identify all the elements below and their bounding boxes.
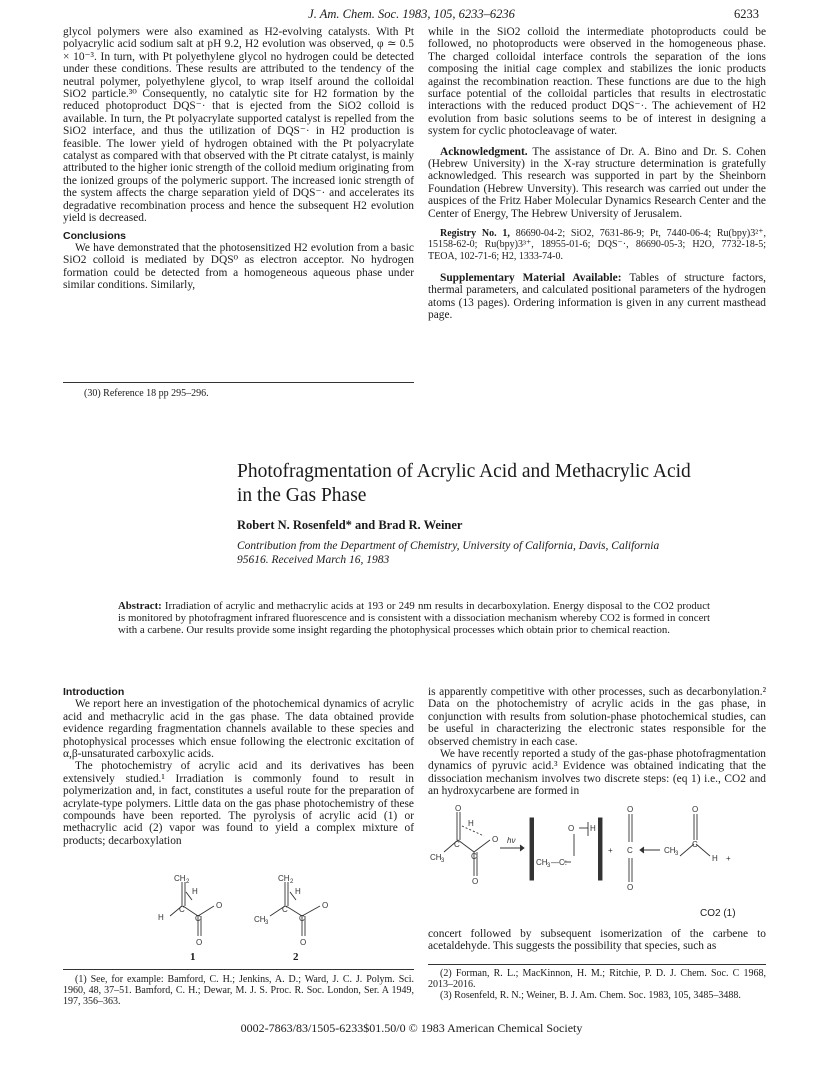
- svg-text:C: C: [282, 905, 288, 914]
- svg-text:H: H: [712, 854, 718, 863]
- svg-text:+: +: [608, 846, 613, 855]
- svg-text:3: 3: [675, 851, 679, 857]
- svg-text:C: C: [299, 914, 305, 923]
- article-affiliation: Contribution from the Department of Chemistry, University of California, Davis, California 95616. Received March 16, 1983: [237, 540, 660, 566]
- svg-text:O: O: [455, 804, 462, 813]
- svg-text:H: H: [192, 887, 198, 896]
- structure-1-label: 1: [190, 951, 196, 962]
- svg-text:O: O: [196, 938, 203, 947]
- svg-text:H: H: [468, 819, 474, 828]
- conclusions-paragraph: We have demonstrated that the photosensitized H2 evolution from a basic SiO2 colloid is mediated by DQS⁰ as electron acceptor. No hydrogen formation could be detected from a homogeneous aqueous phase under similar conditions. Similarly,: [63, 241, 414, 292]
- svg-text:O: O: [472, 877, 479, 886]
- supplementary-material: [428, 272, 766, 322]
- supplementary-label: Supplementary Material Available:: [440, 271, 622, 284]
- footnote-2: (2) Forman, R. L.; MacKinnon, H. M.; Ritchie, P. D. J. Chem. Soc. C 1968, 2013–2016.: [428, 968, 766, 991]
- body-paragraph: concert followed by subsequent isomerization of the carbene to acetaldehyde. This suggests the possibility that species, such as: [428, 928, 766, 953]
- registry-text: 86690-04-2; SiO2, 7631-86-9; Pt, 7440-06-4; Ru(bpy)3²⁺, 15158-62-0; Ru(bpy)3³⁺, 18955-01-6; DQS⁻·, 86690-05-3; H2O, 7732-18-5; TEOA, 102-71-6; H2, 1333-74-0.: [428, 228, 766, 262]
- svg-text:C: C: [195, 914, 201, 923]
- footnote-rule: [63, 969, 414, 970]
- structure-figure: [130, 872, 360, 962]
- introduction-heading: Introduction: [63, 686, 125, 698]
- svg-text:—C:: —C:: [551, 858, 567, 867]
- svg-text:C: C: [692, 840, 698, 849]
- journal-header: J. Am. Chem. Soc. 1983, 105, 6233–6236: [308, 7, 515, 21]
- svg-text:CH: CH: [664, 846, 676, 855]
- right-bottom-continuation: [428, 928, 766, 953]
- svg-text:H: H: [295, 887, 301, 896]
- svg-text:CH: CH: [278, 874, 290, 883]
- footnote-30: (30) Reference 18 pp 295–296.: [84, 388, 209, 399]
- page-number: 6233: [734, 7, 759, 21]
- svg-text:CH: CH: [430, 853, 442, 862]
- body-paragraph: while in the SiO2 colloid the intermediate photoproducts could be followed, no photoproducts were observed in the homogeneous phase. The charged colloidal interface controls the separation of the ions composing the initial cage complex and stabilizes the ionic products against the recombination reaction. These functions are due to the high surface potential of the colloidal particles that results in electrostatic interactions with the reduced product DQS⁻·. The achievement of H2 evolution from basic solutions seems to be of interest in designing a system for cyclic photocleavage of water.: [428, 26, 766, 138]
- intro-paragraph-1: We report here an investigation of the photochemical dynamics of acrylic acid and methacrylic acid in the gas phase. The data obtained provide evidence regarding fragmentation channels available to these species and photophysical processes which ensue following the electronic excitation of α,β-unsaturated carboxylic acids.: [63, 698, 414, 761]
- svg-text:O: O: [627, 805, 634, 814]
- left-bottom-column: [63, 686, 414, 847]
- svg-text:CH: CH: [174, 874, 186, 883]
- registry-label: Registry No. 1,: [440, 228, 510, 240]
- svg-text:3: 3: [441, 858, 445, 864]
- right-top-column: [428, 26, 766, 321]
- svg-text:O: O: [627, 883, 634, 892]
- conclusions-heading: Conclusions: [63, 229, 127, 242]
- equation-1-label: CO2 (1): [700, 908, 736, 919]
- svg-text:hν: hν: [507, 836, 516, 845]
- svg-text:2: 2: [186, 879, 190, 885]
- svg-text:+: +: [726, 854, 731, 863]
- svg-text:C: C: [627, 846, 633, 855]
- footnote-rule: [428, 964, 766, 965]
- svg-text:2: 2: [290, 879, 294, 885]
- svg-text:O: O: [322, 901, 329, 910]
- svg-text:CH: CH: [536, 858, 548, 867]
- svg-text:O: O: [568, 824, 575, 833]
- article-title: Photofragmentation of Acrylic Acid and Methacrylic Acid in the Gas Phase: [237, 461, 691, 506]
- equation-1-scheme: [428, 804, 766, 904]
- body-paragraph: is apparently competitive with other processes, such as decarbonylation.² Data on the photochemistry of acrylic acids in the gas phase, in conjunction with results from solution-phase photochemical studies, can be useful in characterizing the electronic states responsible for the observed chemistry in each case.: [428, 686, 766, 748]
- svg-text:H: H: [158, 913, 164, 922]
- acknowledgment-text: The assistance of Dr. A. Bino and Dr. S. Cohen (Hebrew University) in the X-ray structure determination is gratefully acknowledged. This research was supported in part by the Sheinborn Foundation (Hebrew Unversity). This research was carried out under the auspices of the Fritz Haber Molecular Dynamics Research Center and the Center of Energy, The Hebrew University of Jerusalem.: [428, 145, 766, 220]
- intro-paragraph-2: The photochemistry of acrylic acid and its derivatives has been extensively studied.¹ Irradiation is commonly found to result in polymerization and, in fact, constitutes a useful route for the preparation of acrylate-type polymers. Little data on the gas phase photochemistry of these compounds have been reported. The pyrolysis of acrylic acid (1) or methacrylic acid (2) vapor was found to yield a complex mixture of products; decarboxylation: [63, 760, 414, 847]
- body-paragraph: glycol polymers were also examined as H2-evolving catalysts. With Pt polyacrylic acid sodium salt at pH 9.2, H2 evolution was observed, φ ≃ 0.5 × 10⁻³. In turn, with Pt polyethylene glycol no hydrogen could be detected under these conditions. These results are attributed to the tendency of the neutral polymer, polyethylene glycol, to wrap itself around the colloidal SiO2 particle.³⁰ Consequently, no catalytic site for H2 formation by the reduced photoproduct DQS⁻· that is ejected from the SiO2 colloid is available. In turn, the Pt polyacrylate supported catalyst is repelled from the SiO2 interface, and thus the utilization of DQS⁻· in H2 production is feasible. The lower yield of hydrogen obtained with the Pt polyacrylate catalyst as compared with that observed with the Pt citrate catalyst, is mainly attributed to the higher ionic strength of the colloid medium originating from the ionized groups of the polymeric support. The increased ionic strength of the system affects the charge separation yield of DQS⁻· and accelerates its degradative recombination process and hence the subsequent H2 evolution yield is decreased.: [63, 26, 414, 225]
- supplementary-text: Tables of structure factors, thermal parameters, and calculated positional parameters of the hydrogen atoms (13 pages). Ordering information is given in any current masthead page.: [428, 271, 766, 321]
- svg-text:O: O: [492, 835, 499, 844]
- svg-text:C: C: [179, 905, 185, 914]
- left-top-column: [63, 26, 414, 292]
- page-footer: 0002-7863/83/1505-6233$01.50/0 © 1983 American Chemical Society: [240, 1021, 583, 1035]
- article-abstract: [118, 601, 710, 636]
- svg-text:H: H: [590, 824, 596, 833]
- svg-text:O: O: [216, 901, 223, 910]
- footnote-rule: [63, 382, 414, 383]
- svg-text:CH: CH: [254, 915, 266, 924]
- svg-text:C: C: [454, 840, 460, 849]
- svg-text:O: O: [692, 805, 699, 814]
- acknowledgment: [428, 146, 766, 220]
- article-authors: Robert N. Rosenfeld* and Brad R. Weiner: [237, 518, 463, 532]
- acknowledgment-label: Acknowledgment.: [440, 145, 528, 158]
- abstract-label: Abstract:: [118, 600, 162, 612]
- footnote-3: (3) Rosenfeld, R. N.; Weiner, B. J. Am. Chem. Soc. 1983, 105, 3485–3488.: [440, 990, 741, 1002]
- body-paragraph: We have recently reported a study of the gas-phase photofragmentation dynamics of pyruvic acid.³ Evidence was obtained indicating that the dissociation mechanism involves two discrete steps: (eq 1) i.e., CO2 and an hydroxycarbene are formed in: [428, 748, 766, 798]
- footnote-1: (1) See, for example: Bamford, C. H.; Jenkins, A. D.; Ward, J. C. J. Polym. Sci. 1960, 48, 37–51. Bamford, C. H.; Dewar, M. J. S. Proc. R. Soc. London, Ser. A 1949, 197, 356–363.: [63, 974, 414, 1008]
- structure-2-label: 2: [293, 951, 299, 962]
- svg-text:3: 3: [265, 920, 269, 926]
- abstract-text: Irradiation of acrylic and methacrylic acids at 193 or 249 nm results in decarboxylation. Energy disposal to the CO2 product is monitored by photofragment infrared fluorescence and is consistent with a dissociation mechanism whereby CO2 is formed in concert with a carbene. Our results provide some insight regarding the photophysical processes which obtain prior to chemical reaction.: [118, 600, 710, 636]
- svg-text:C: C: [471, 852, 477, 861]
- svg-text:3: 3: [547, 863, 551, 869]
- right-bottom-column: [428, 686, 766, 798]
- registry-numbers: [428, 228, 766, 262]
- svg-text:O: O: [300, 938, 307, 947]
- footnotes-2-3: [428, 968, 766, 1002]
